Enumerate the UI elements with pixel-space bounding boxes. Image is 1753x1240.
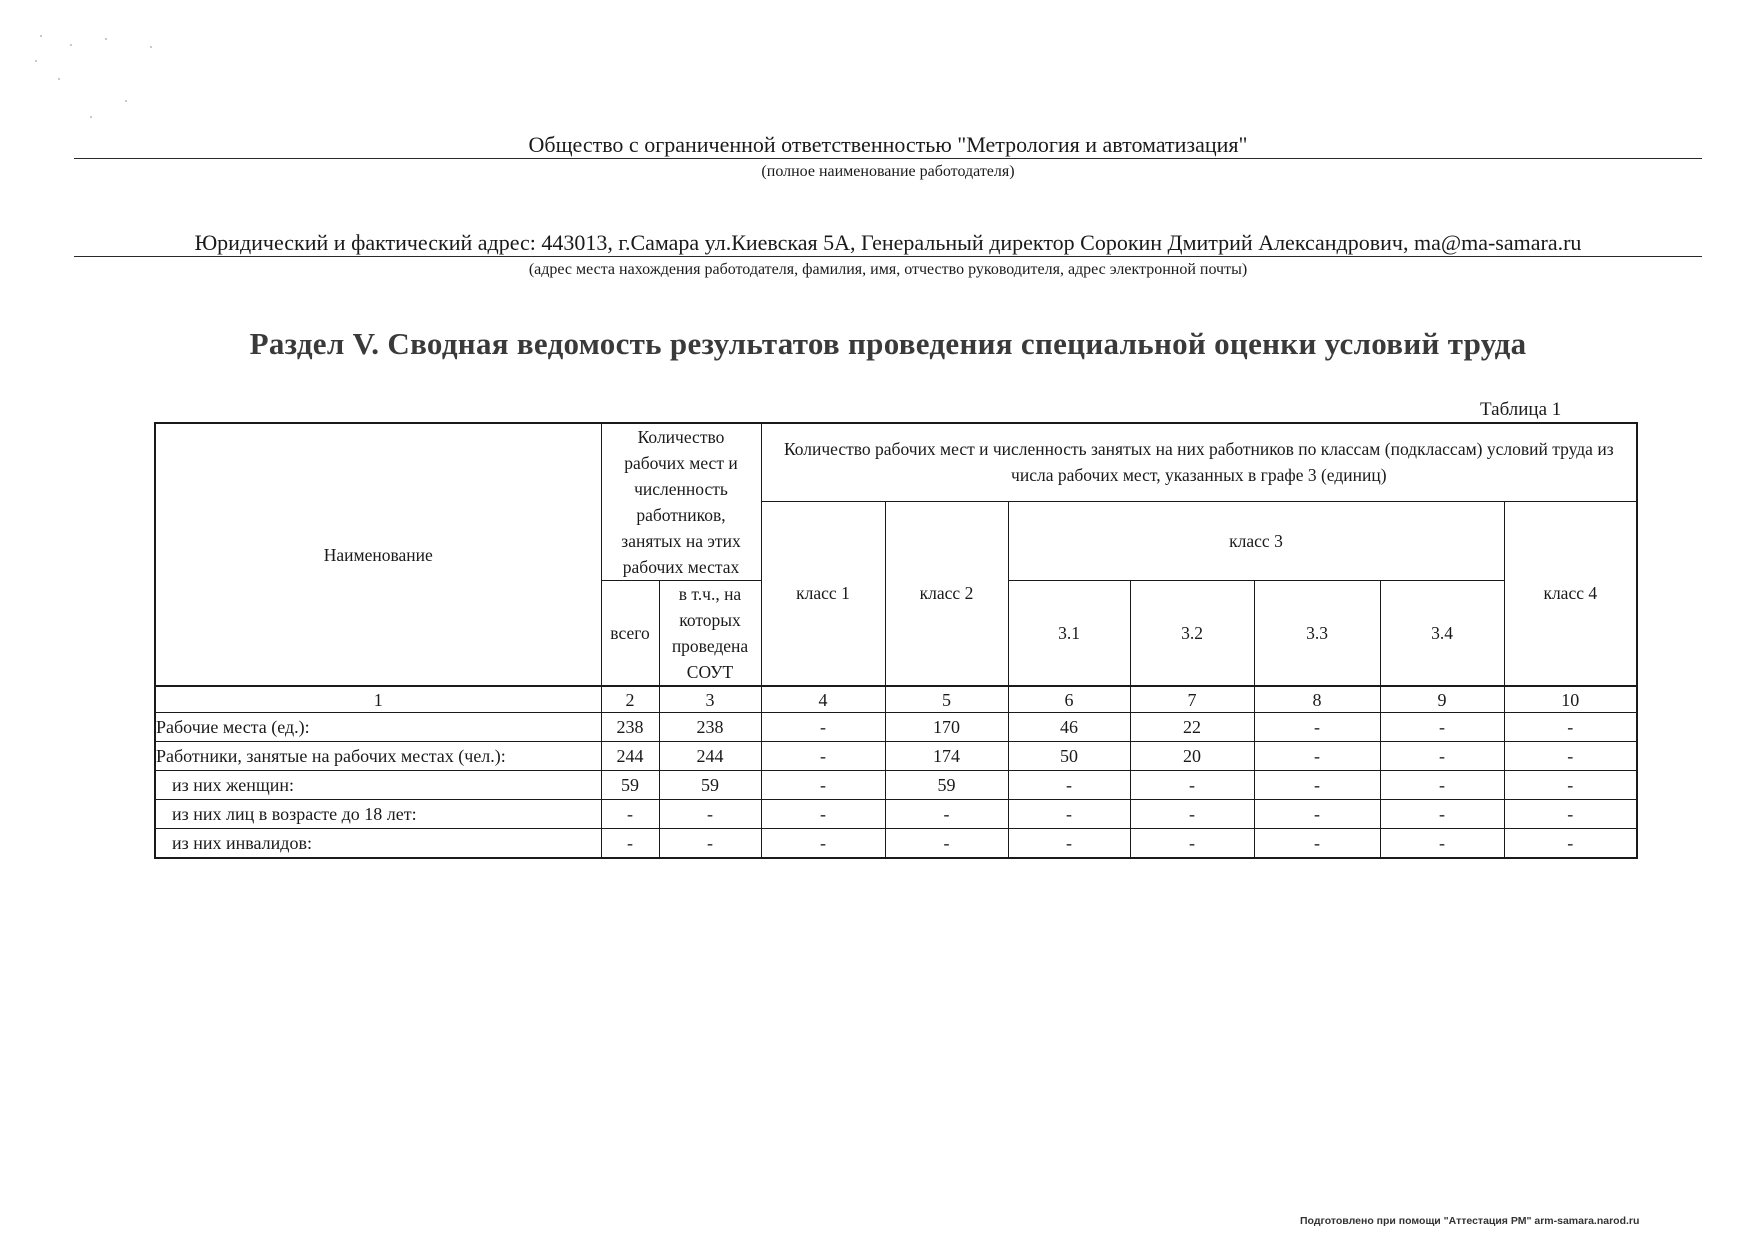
employer-address-caption: (адрес места нахождения работодателя, фамилия, имя, отчество руководителя, адрес электронной почты) <box>528 261 1248 278</box>
footer-note: Подготовлено при помощи "Аттестация РМ" arm-samara.narod.ru <box>1300 1215 1640 1227</box>
header-class2: класс 2 <box>885 501 1008 686</box>
row-name: из них лиц в возрасте до 18 лет: <box>155 800 601 829</box>
table-cell: - <box>1504 800 1637 829</box>
employer-address-rule <box>74 256 1702 257</box>
header-sub-3-1: 3.1 <box>1008 581 1130 687</box>
table-cell: 238 <box>601 713 659 742</box>
table-cell: - <box>659 800 761 829</box>
column-number: 10 <box>1504 686 1637 713</box>
table-cell: - <box>1008 800 1130 829</box>
table-cell: - <box>885 829 1008 859</box>
table-cell: - <box>1254 771 1380 800</box>
column-number: 3 <box>659 686 761 713</box>
employer-name-caption: (полное наименование работодателя) <box>761 163 1015 180</box>
table-cell: 244 <box>659 742 761 771</box>
table-cell: - <box>1380 829 1504 859</box>
table-cell: - <box>1254 713 1380 742</box>
employer-name-block <box>74 132 1702 182</box>
table-cell: - <box>761 829 885 859</box>
table-cell: 244 <box>601 742 659 771</box>
table-cell: - <box>1008 829 1130 859</box>
table-cell: - <box>1130 829 1254 859</box>
table-cell: - <box>761 771 885 800</box>
employer-name-rule <box>74 158 1702 159</box>
table-cell: - <box>1130 800 1254 829</box>
column-number: 1 <box>155 686 601 713</box>
column-number: 4 <box>761 686 885 713</box>
table-cell: - <box>1008 771 1130 800</box>
table-row <box>155 800 1637 829</box>
table-cell: - <box>1504 713 1637 742</box>
column-number: 2 <box>601 686 659 713</box>
header-total: всего <box>601 581 659 687</box>
table-cell: 59 <box>601 771 659 800</box>
header-sub-3-2: 3.2 <box>1130 581 1254 687</box>
header-classes-group: Количество рабочих мест и численность занятых на них работников по классам (подклассам) условий труда из числа рабочих мест, указанных в графе 3 (единиц) <box>761 423 1637 501</box>
table-cell: 59 <box>659 771 761 800</box>
table-cell: - <box>1380 713 1504 742</box>
table-cell: - <box>601 800 659 829</box>
table-cell: - <box>1254 742 1380 771</box>
table-cell: - <box>1504 829 1637 859</box>
table-cell: 59 <box>885 771 1008 800</box>
column-number: 5 <box>885 686 1008 713</box>
table-cell: 50 <box>1008 742 1130 771</box>
table-cell: 20 <box>1130 742 1254 771</box>
employer-name: Общество с ограниченной ответственностью "Метрология и автоматизация" <box>528 132 1248 157</box>
employer-address: Юридический и фактический адрес: 443013, г.Самара ул.Киевская 5А, Генеральный директор Сорокин Дмитрий Александрович, ma@ma-samara.ru <box>194 230 1582 255</box>
header-class1: класс 1 <box>761 501 885 686</box>
table-cell: 170 <box>885 713 1008 742</box>
table-row <box>155 829 1637 859</box>
table-row <box>155 713 1637 742</box>
header-sub-3-3: 3.3 <box>1254 581 1380 687</box>
row-name: из них инвалидов: <box>155 829 601 859</box>
table-cell: - <box>601 829 659 859</box>
table-cell: - <box>1380 800 1504 829</box>
table-cell: - <box>1254 800 1380 829</box>
header-count-group: Количество рабочих мест и численность работников, занятых на этих рабочих местах <box>601 423 761 581</box>
scan-specks <box>30 30 230 130</box>
table-cell: 22 <box>1130 713 1254 742</box>
table-cell: - <box>1130 771 1254 800</box>
table-label: Таблица 1 <box>1480 399 1562 420</box>
row-name: Рабочие места (ед.): <box>155 713 601 742</box>
table-cell: - <box>761 713 885 742</box>
row-name: Работники, занятые на рабочих местах (чел.): <box>155 742 601 771</box>
table-row <box>155 771 1637 800</box>
table-cell: - <box>1380 742 1504 771</box>
table-cell: - <box>885 800 1008 829</box>
table-row <box>155 742 1637 771</box>
column-number: 6 <box>1008 686 1130 713</box>
table-cell: - <box>761 800 885 829</box>
header-class4: класс 4 <box>1504 501 1637 686</box>
table-cell: 46 <box>1008 713 1130 742</box>
table-cell: - <box>1504 742 1637 771</box>
header-class3: класс 3 <box>1008 501 1504 581</box>
table-cell: 174 <box>885 742 1008 771</box>
table-cell: - <box>1504 771 1637 800</box>
table-cell: - <box>1380 771 1504 800</box>
header-name: Наименование <box>155 423 601 686</box>
table-cell: 238 <box>659 713 761 742</box>
header-of-which-sout: в т.ч., на которых проведена СОУТ <box>659 581 761 687</box>
row-name: из них женщин: <box>155 771 601 800</box>
column-numbers-row <box>155 686 1637 713</box>
section-title: Раздел V. Сводная ведомость результатов проведения специальной оценки условий труда <box>249 326 1527 361</box>
employer-address-block <box>74 230 1702 280</box>
header-sub-3-4: 3.4 <box>1380 581 1504 687</box>
column-number: 7 <box>1130 686 1254 713</box>
table-cell: - <box>1254 829 1380 859</box>
table-cell: - <box>659 829 761 859</box>
column-number: 9 <box>1380 686 1504 713</box>
column-number: 8 <box>1254 686 1380 713</box>
summary-table <box>154 422 1638 859</box>
table-cell: - <box>761 742 885 771</box>
